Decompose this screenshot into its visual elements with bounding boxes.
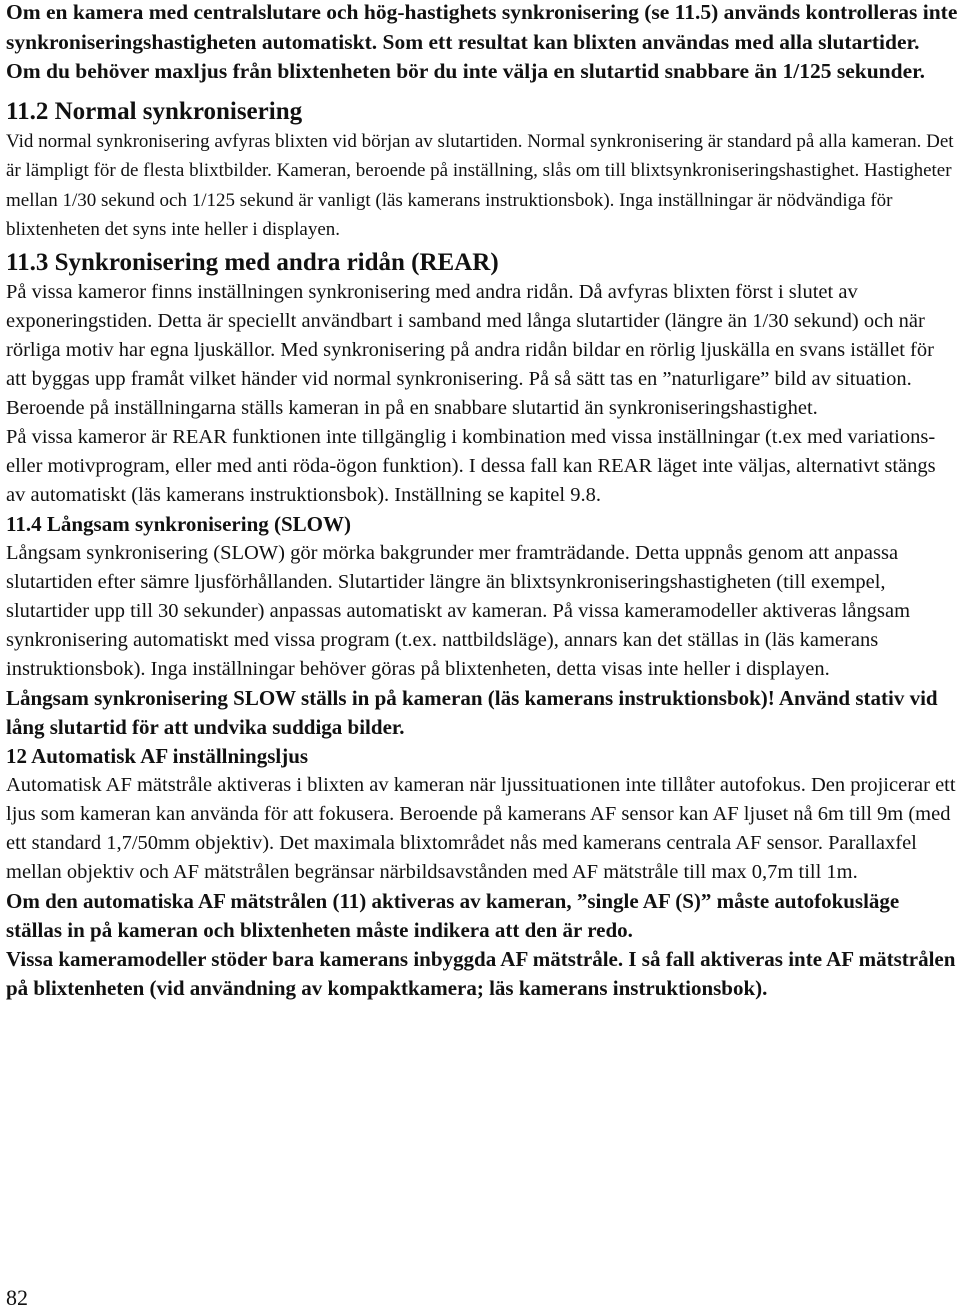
section-11-2-body: Vid normal synkronisering avfyras blixten vid början av slutartiden. Normal synkronisering är standard på alla kameran. Det är lämpligt för de flesta blixtbilder. Kameran, beroende på inställning, slås om till blixtsynkroniseringshastighet. Hastigheter mellan 1/30 sekund och 1/125 sekund är vanligt (läs kamerans instruktionsbok). Inga inställningar är nödvändiga för blixtenheten det syns inte heller i displayen. bbox=[6, 130, 954, 240]
page-number: 82 bbox=[6, 1285, 28, 1310]
section-12-heading: 12 Automatisk AF inställningsljus bbox=[6, 743, 309, 768]
section-12-note-2: Vissa kameramodeller stöder bara kamerans inbyggda AF mätstråle. I så fall aktiveras inte AF mätstrålen på blixtenheten (vid användning av kompaktkamera; läs kamerans instruktionsbok). bbox=[6, 946, 956, 1000]
section-11-3-paragraph-1: På vissa kameror finns inställningen synkronisering med andra ridån. Då avfyras blixten först i slutet av exponeringstiden. Detta är speciellt användbart i samband med långa slutartider (längre än 1/30 sekund) och när rörliga motiv har egna ljuskällor. Med synkronisering på andra ridån bildar en rörlig ljuskälla en svans istället för att byggas upp framåt vilket händer vid normal synkronisering. På så sätt tas en ”naturligare” bild av situation. Beroende på inställningarna ställs kameran in på en snabbare slutartid än synkroniseringshastighet. bbox=[6, 280, 934, 419]
section-11-3-heading: 11.3 Synkronisering med andra ridån (REAR) bbox=[6, 248, 499, 276]
section-12-body: Automatisk AF mätstråle aktiveras i blixten av kameran när ljussituationen inte tillåter autofokus. Den projicerar ett ljus som kameran kan använda för att fokusera. Beroende på kamerans AF sensor kan AF ljuset nå 6m till 9m (med ett standard 1,7/50mm objektiv). Det maximala blixtområdet nås med kamerans centrala AF sensor. Parallaxfel mellan objektiv och AF mätstrålen begränsar närbildsavstånden med AF mätstråle till max 0,7m till 1m. bbox=[6, 773, 956, 883]
section-11-4-note: Långsam synkronisering SLOW ställs in på kameran (läs kamerans instruktionsbok)! Använd stativ vid lång slutartid för att undvika suddiga bilder. bbox=[6, 685, 938, 739]
intro-paragraph: Om en kamera med centralslutare och hög-hastighets synkronisering (se 11.5) används kontrolleras inte synkroniseringshastigheten automatiskt. Som ett resultat kan blixten användas med alla slutartider. Om du behöver maxljus från blixtenheten bör du inte välja en slutartid snabbare än 1/125 sekunder. bbox=[6, 0, 958, 83]
section-12-note-1: Om den automatiska AF mätstrålen (11) aktiveras av kameran, ”single AF (S)” måste autofokusläge ställas in på kameran och blixtenheten måste indikera att den är redo. bbox=[6, 888, 900, 942]
section-11-4-body: Långsam synkronisering (SLOW) gör mörka bakgrunder mer framträdande. Detta uppnås genom att anpassa slutartiden efter sämre ljusförhållanden. Slutartider längre än blixtsynkroniseringshastigheten (till exempel, slutartider upp till 30 sekunder) anpassas automatiskt av kameran. På vissa kameramodeller aktiveras långsam synkronisering automatiskt med vissa program (t.ex. nattbildsläge), annars kan det ställas in (läs kamerans instruktionsbok). Inga inställningar behöver göras på blixtenheten, detta visas inte heller i displayen. bbox=[6, 541, 911, 680]
section-11-4-heading: 11.4 Långsam synkronisering (SLOW) bbox=[6, 511, 352, 536]
document-page bbox=[6, 0, 958, 1003]
section-11-3-paragraph-2: På vissa kameror är REAR funktionen inte tillgänglig i kombination med vissa inställningar (t.ex med variations- eller motivprogram, eller med anti röda-ögon funktion). I dessa fall kan REAR läget inte väljas, alternativt stängs av automatiskt (läs kamerans instruktionsbok). Inställning se kapitel 9.8. bbox=[6, 425, 936, 506]
section-11-2-heading: 11.2 Normal synkronisering bbox=[6, 97, 303, 125]
